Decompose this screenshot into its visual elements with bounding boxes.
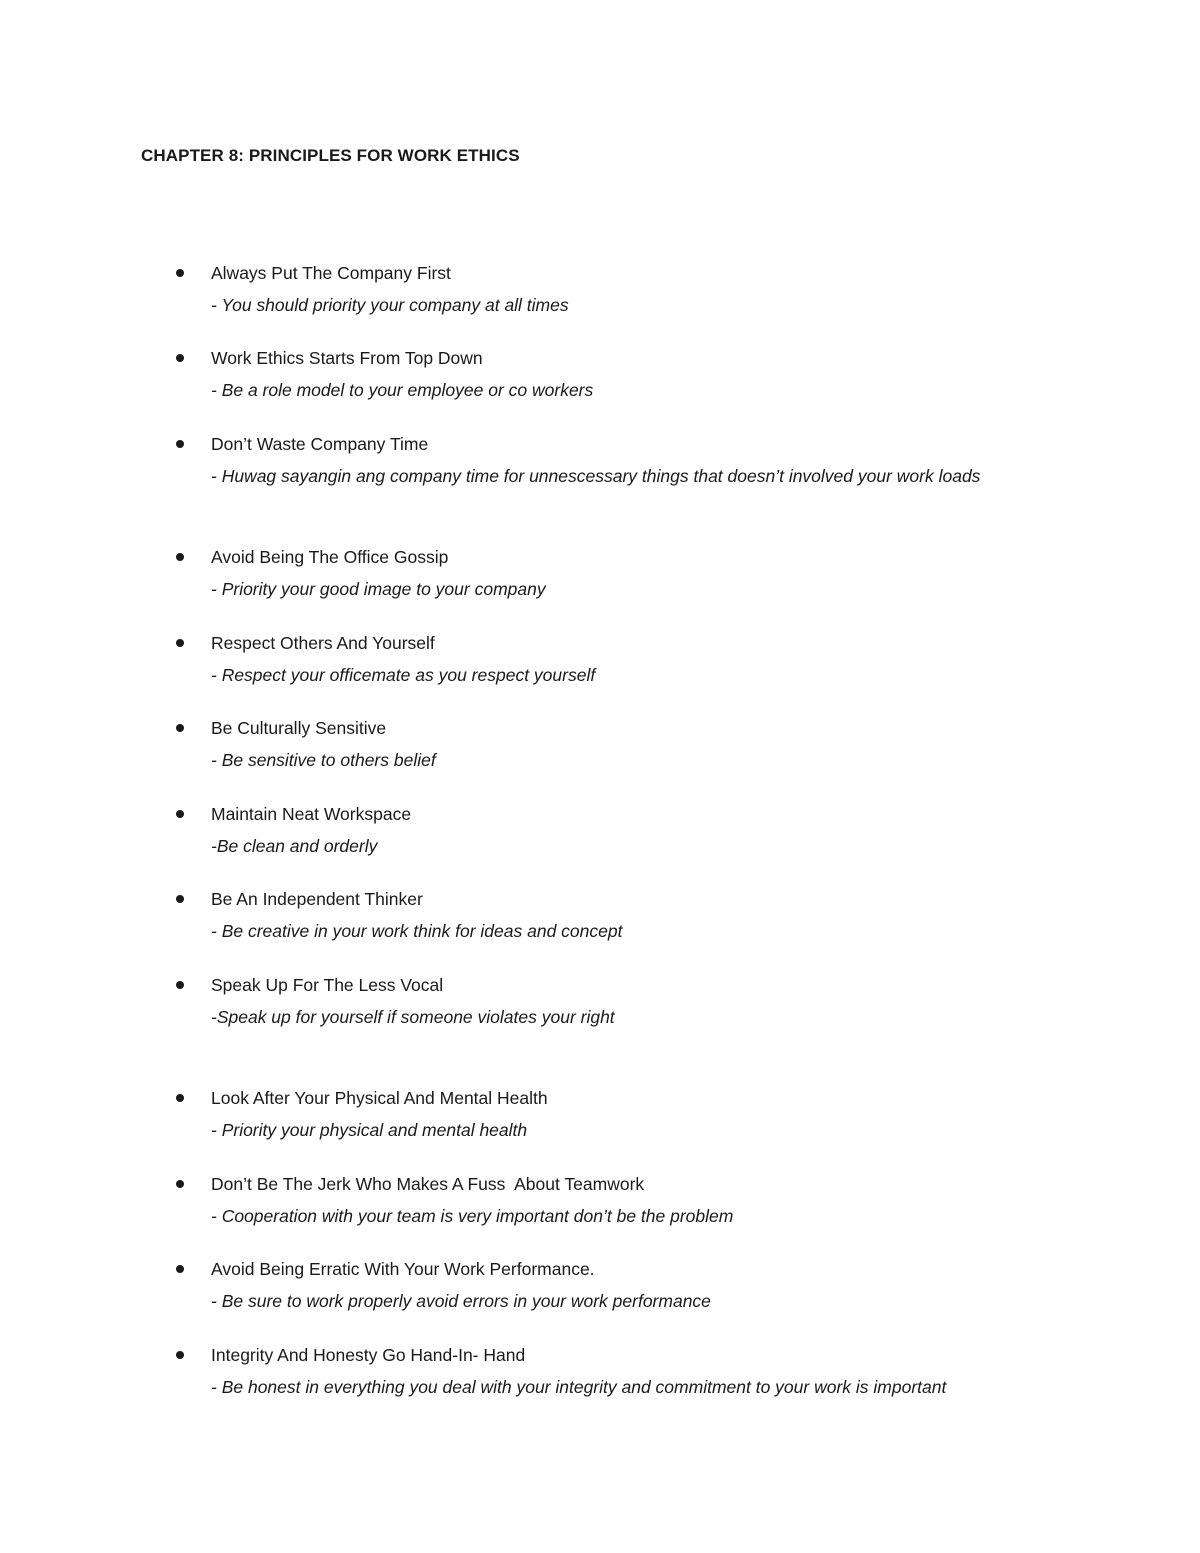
bullet-icon	[176, 1351, 184, 1359]
principle-description: - Be sure to work properly avoid errors in your work performance	[211, 1291, 711, 1311]
principle-heading: Look After Your Physical And Mental Health	[211, 1088, 548, 1108]
bullet-icon	[176, 639, 184, 647]
bullet-icon	[176, 1094, 184, 1102]
principle-heading: Speak Up For The Less Vocal	[211, 975, 444, 995]
principle-heading: Be Culturally Sensitive	[211, 718, 387, 738]
principle-heading: Avoid Being Erratic With Your Work Performance.	[211, 1259, 595, 1279]
principle-heading: Work Ethics Starts From Top Down	[211, 348, 483, 368]
principle-heading: Avoid Being The Office Gossip	[211, 547, 449, 567]
bullet-icon	[176, 810, 184, 818]
principle-description: -Speak up for yourself if someone violates your right	[211, 1007, 615, 1027]
bullet-icon	[176, 553, 184, 561]
bullet-icon	[176, 895, 184, 903]
bullet-icon	[176, 269, 184, 277]
principle-heading: Respect Others And Yourself	[211, 633, 435, 653]
principle-description: - Be a role model to your employee or co workers	[211, 380, 594, 400]
bullet-icon	[176, 981, 184, 989]
principle-description: - Be sensitive to others belief	[211, 750, 436, 770]
principle-heading: Don’t Waste Company Time	[211, 434, 429, 454]
principle-description: - Be creative in your work think for ideas and concept	[211, 921, 623, 941]
principle-heading: Be An Independent Thinker	[211, 889, 423, 909]
bullet-icon	[176, 440, 184, 448]
page-title: CHAPTER 8: PRINCIPLES FOR WORK ETHICS	[141, 146, 520, 165]
principle-heading: Maintain Neat Workspace	[211, 804, 412, 824]
principle-description: - You should priority your company at all times	[211, 295, 569, 315]
bullet-icon	[176, 354, 184, 362]
principle-heading: Don’t Be The Jerk Who Makes A Fuss About Teamwork	[211, 1174, 645, 1194]
principle-heading: Always Put The Company First	[211, 263, 451, 283]
principle-description: - Be honest in everything you deal with your integrity and commitment to your work is important	[211, 1377, 947, 1397]
bullet-icon	[176, 1180, 184, 1188]
principle-description: - Huwag sayangin ang company time for unnescessary things that doesn’t involved your work loads	[211, 466, 981, 486]
principle-description: -Be clean and orderly	[211, 836, 378, 856]
bullet-icon	[176, 724, 184, 732]
principle-description: - Priority your physical and mental health	[211, 1120, 528, 1140]
principle-description: - Cooperation with your team is very important don’t be the problem	[211, 1206, 734, 1226]
principle-description: - Priority your good image to your company	[211, 579, 546, 599]
bullet-icon	[176, 1265, 184, 1273]
principle-heading: Integrity And Honesty Go Hand-In- Hand	[211, 1345, 526, 1365]
principle-description: - Respect your officemate as you respect yourself	[211, 665, 596, 685]
